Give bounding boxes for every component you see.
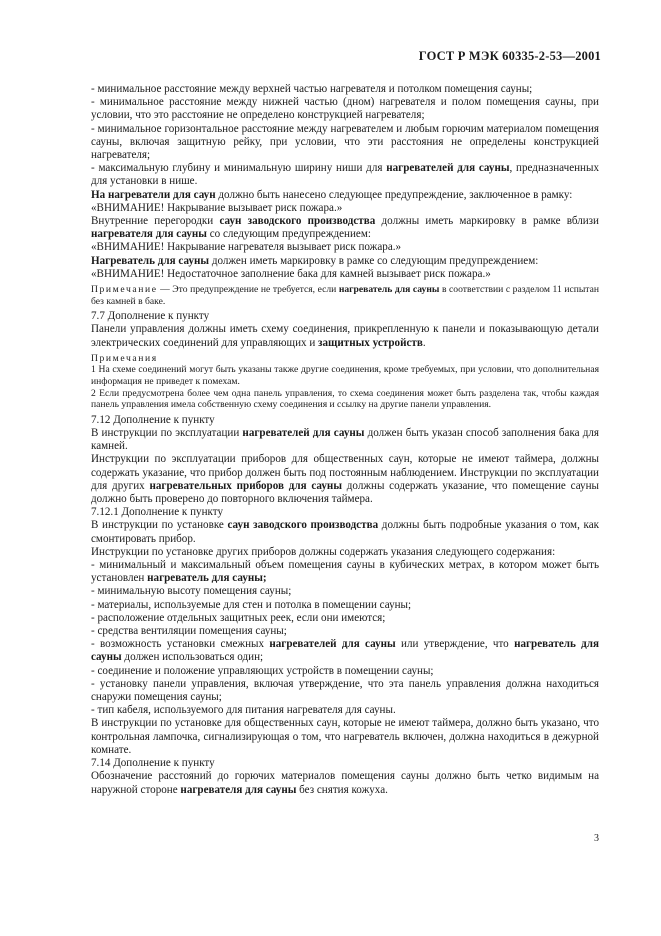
section-heading: 7.12 Дополнение к пункту [91,413,215,426]
paragraph: - соединение и положение управляющих устройств в помещении сауны; [91,664,434,677]
paragraph: - материалы, используемые для стен и потолка в помещении сауны; [91,598,412,611]
paragraph: «ВНИМАНИЕ! Накрывание нагревателя вызывает риск пожара.» [91,241,402,254]
paragraph: «ВНИМАНИЕ! Накрывание вызывает риск пожара.» [91,201,343,214]
section-heading: 7.7 Дополнение к пункту [91,310,210,323]
paragraph: - минимальное расстояние между верхней частью нагревателя и потолком помещения сауны; [91,83,533,95]
paragraph: - тип кабеля, используемого для питания нагревателя для сауны. [91,704,396,717]
paragraph: Панели управления должны иметь схему соединения, прикрепленную к панели и показывающую детали электрических соединений для управляющих и защитных устройств. [91,323,599,349]
paragraph: - минимальный и максимальный объем помещения сауны в кубических метрах, в котором может быть установлен нагреватель для сауны; [91,559,599,585]
paragraph: Инструкции по эксплуатации приборов для общественных саун, которые не имеют таймера, должны содержать указание, что прибор должен быть под постоянным наблюдением. Инструкции по эксплуатации для других нагревательных приборов для сауны должны содержать указание, что помещение сауны должно быть проверено до повторного включения таймера. [91,453,599,506]
paragraph: Инструкции по установке других приборов должны содержать указания следующего содержания: [91,545,556,558]
paragraph: - минимальное расстояние между нижней частью (дном) нагревателя и полом помещения сауны, при условии, что это расстояние не определено конструкцией нагревателя; [91,96,599,122]
paragraph: В инструкции по установке для общественных саун, которые не имеют таймера, должно быть указано, что контрольная лампочка, сигнализирующая о том, что нагреватель включен, должна находиться в дежурной комнате. [91,717,599,756]
paragraph: В инструкции по установке саун заводского производства должны быть подробные указания о том, как смонтировать прибор. [91,519,600,545]
paragraph: - установку панели управления, включая утверждение, что эта панель управления должна находиться снаружи помещения сауны; [91,677,599,704]
paragraph: - расположение отдельных защитных реек, если они имеются; [91,611,386,624]
paragraph: На нагреватели для саун должно быть нанесено следующее предупреждение, заключенное в рамку: [91,188,573,201]
paragraph: «ВНИМАНИЕ! Недостаточное заполнение бака для камней вызывает риск пожара.» [91,267,491,280]
paragraph: - минимальную высоту помещения сауны; [91,585,292,598]
paragraph: В инструкции по эксплуатации нагревателей для сауны должен быть указан способ заполнения бака для камней. [91,427,600,453]
paragraph: - максимальную глубину и минимальную ширину ниши для нагревателей для сауны, предназначенных для установки в нише. [91,162,599,188]
page-number: 3 [594,833,599,844]
section-heading: 7.12.1 Дополнение к пункту [91,506,224,519]
notes: Примечания 1 На схеме соединений могут быть указаны также другие соединения, кроме требуемых, при условии, что дополнительная информация не приведет к помехам. 2 Если предусмотрена более чем одна панель управления, то схема соединения может быть разделена так, чтобы каждая панель управления имела собственную схему соединения и ссылку на другие панели управления. [91,352,599,411]
paragraph: - возможность установки смежных нагревателей для сауны или утверждение, что нагреватель для сауны должен использоваться один; [91,638,600,664]
paragraph: Нагреватель для сауны должен иметь маркировку в рамке со следующим предупреждением: [91,254,539,267]
paragraph: - минимальное горизонтальное расстояние между нагревателем и любым горючим материалом помещения сауны, включая защитную рейку, при условии, что эти расстояния не определены конструкцией нагревателя; [91,122,599,162]
paragraph: - средства вентиляции помещения сауны; [91,625,287,638]
document-body [91,83,599,797]
paragraph: Обозначение расстояний до горючих материалов помещения сауны должно быть четко видимым на наружной стороне нагревателя для сауны без снятия кожуха. [91,770,599,796]
note: Примечание — Это предупреждение не требуется, если нагреватель для сауны в соответствии с разделом 11 испытан без камней в баке. [91,284,600,307]
section-heading: 7.14 Дополнение к пункту [91,757,215,770]
paragraph: Внутренние перегородки саун заводского производства должны иметь маркировку в рамке вблизи нагревателя для сауны со следующим предупреждением: [91,215,599,241]
standard-header: ГОСТ Р МЭК 60335-2-53—2001 [418,49,601,63]
